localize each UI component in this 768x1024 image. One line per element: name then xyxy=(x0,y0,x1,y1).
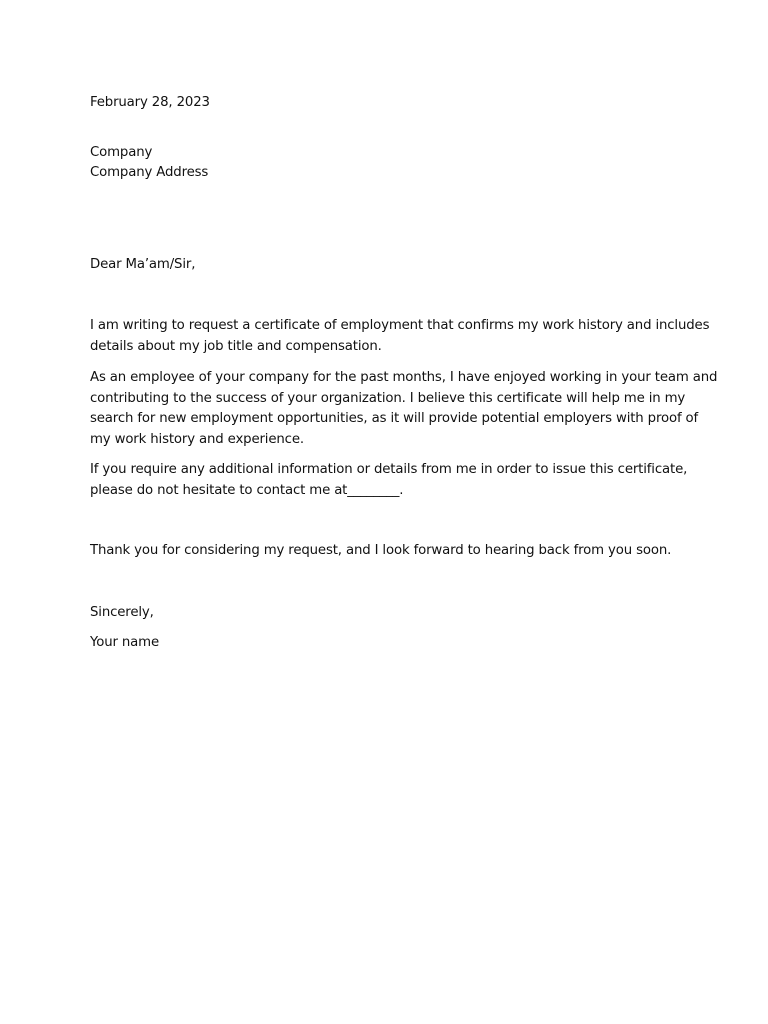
body-paragraph-thanks xyxy=(90,541,680,562)
recipient-company: Company xyxy=(90,145,153,160)
paragraph-line: please do not hesitate to contact me at________. xyxy=(90,482,404,498)
paragraph-line: As an employee of your company for the past months, I have enjoyed working in your team and xyxy=(90,370,718,385)
salutation: Dear Ma’am/Sir, xyxy=(90,257,196,272)
paragraph-line: details about my job title and compensation. xyxy=(90,338,382,354)
body-paragraph-contact xyxy=(90,460,688,501)
paragraph-line: contributing to the success of your organization. I believe this certificate will help me in my xyxy=(90,390,686,406)
letter-date: February 28, 2023 xyxy=(90,95,210,110)
body-paragraph-request xyxy=(90,316,710,357)
paragraph-line: search for new employment opportunities, as it will provide potential employers with proof of xyxy=(90,411,699,426)
closing: Sincerely, xyxy=(90,605,154,620)
signature-name: Your name xyxy=(90,635,159,650)
paragraph-line: I am writing to request a certificate of employment that confirms my work history and includes xyxy=(90,318,710,333)
paragraph-line: If you require any additional information or details from me in order to issue this certificate, xyxy=(90,462,688,477)
recipient-address: Company Address xyxy=(90,165,209,180)
paragraph-line: my work history and experience. xyxy=(90,431,304,447)
paragraph-line: Thank you for considering my request, and I look forward to hearing back from you soon. xyxy=(90,543,672,558)
body-paragraph-experience xyxy=(90,368,718,450)
